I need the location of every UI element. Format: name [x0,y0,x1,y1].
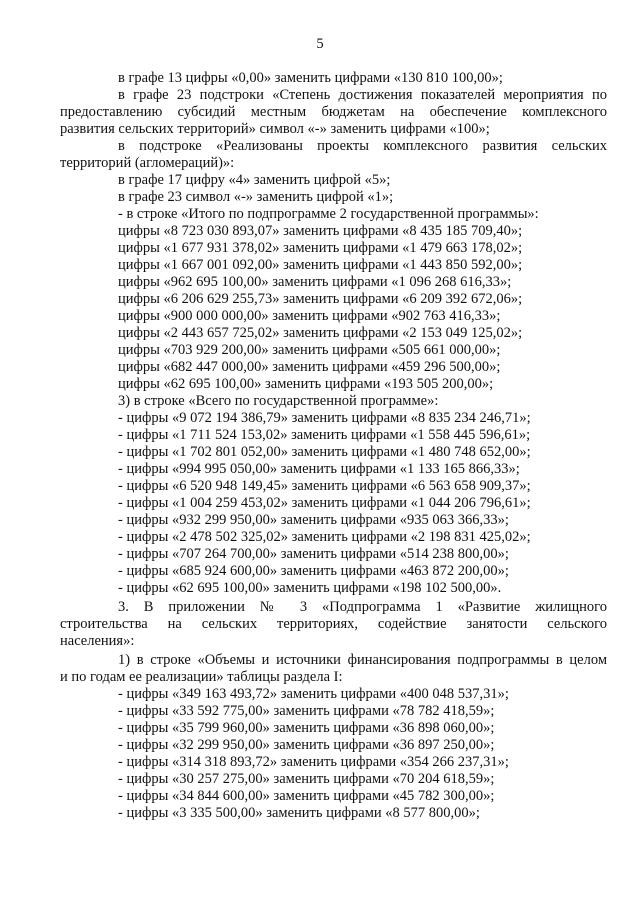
text-line: - цифры «30 257 275,00» заменить цифрами «70 204 618,59»; [118,771,495,787]
text-line: в графе 23 подстроки «Степень достижения показателей мероприятия по [118,87,607,103]
text-line: цифры «682 447 000,00» заменить цифрами «459 296 500,00»; [118,359,501,375]
text-line: цифры «8 723 030 893,07» заменить цифрами «8 435 185 709,40»; [118,223,523,239]
text-line: - цифры «707 264 700,00» заменить цифрами «514 238 800,00»; [118,546,509,562]
text-line: населения»: [60,633,135,649]
text-line: цифры «703 929 200,00» заменить цифрами «505 661 000,00»; [118,342,501,358]
text-line: цифры «1 667 001 092,00» заменить цифрами «1 443 850 592,00»; [118,257,523,273]
text-line: и по годам ее реализации» таблицы раздела I: [60,669,343,685]
text-line: - цифры «994 995 050,00» заменить цифрами «1 133 165 866,33»; [118,461,520,477]
text-line: - цифры «3 335 500,00» заменить цифрами «8 577 800,00»; [118,805,480,821]
text-line: в графе 13 цифры «0,00» заменить цифрами «130 810 100,00»; [118,70,503,86]
text-line: в графе 17 цифру «4» заменить цифрой «5»; [118,172,391,188]
text-line: - цифры «32 299 950,00» заменить цифрами «36 897 250,00»; [118,737,495,753]
text-line: цифры «1 677 931 378,02» заменить цифрами «1 479 663 178,02»; [118,240,523,256]
text-line: цифры «2 443 657 725,02» заменить цифрами «2 153 049 125,02»; [118,325,523,341]
text-line: 3. В приложении № 3 «Подпрограмма 1 «Развитие жилищного [118,599,607,615]
text-line: - цифры «35 799 960,00» заменить цифрами «36 898 060,00»; [118,720,495,736]
text-line: - цифры «62 695 100,00» заменить цифрами «198 102 500,00». [118,580,502,596]
text-line: цифры «6 206 629 255,73» заменить цифрами «6 209 392 672,06»; [118,291,523,307]
text-line: - цифры «9 072 194 386,79» заменить цифрами «8 835 234 246,71»; [118,410,531,426]
text-line: 1) в строке «Объемы и источники финансирования подпрограммы в целом [118,652,607,668]
text-line: - цифры «6 520 948 149,45» заменить цифрами «6 563 658 909,37»; [118,478,531,494]
text-line: - в строке «Итого по подпрограмме 2 государственной программы»: [118,206,539,222]
text-line: - цифры «685 924 600,00» заменить цифрами «463 872 200,00»; [118,563,509,579]
text-line: - цифры «932 299 950,00» заменить цифрами «935 063 366,33»; [118,512,509,528]
text-line: - цифры «2 478 502 325,02» заменить цифрами «2 198 831 425,02»; [118,529,531,545]
text-line: - цифры «1 004 259 453,02» заменить цифрами «1 044 206 796,61»; [118,495,531,511]
text-line: строительства на сельских территориях, содействие занятости сельского [60,616,607,632]
text-line: предоставлению субсидий местным бюджетам на обеспечение комплексного [60,104,607,120]
page-number: 5 [316,36,324,52]
text-line: цифры «962 695 100,00» заменить цифрами «1 096 268 616,33»; [118,274,512,290]
text-line: в графе 23 символ «-» заменить цифрой «1»; [118,189,394,205]
text-line: - цифры «34 844 600,00» заменить цифрами «45 782 300,00»; [118,788,495,804]
text-line: развития сельских территорий» символ «-» заменить цифрами «100»; [60,121,490,137]
text-line: 3) в строке «Всего по государственной программе»: [118,393,439,409]
text-line: - цифры «349 163 493,72» заменить цифрами «400 048 537,31»; [118,686,509,702]
text-line: - цифры «1 711 524 153,02» заменить цифрами «1 558 445 596,61»; [118,427,531,443]
text-line: цифры «62 695 100,00» заменить цифрами «193 505 200,00»; [118,376,494,392]
text-line: - цифры «33 592 775,00» заменить цифрами «78 782 418,59»; [118,703,495,719]
text-line: в подстроке «Реализованы проекты комплексного развития сельских [118,138,607,154]
text-line: территорий (агломераций)»: [60,155,235,171]
text-line: - цифры «1 702 801 052,00» заменить цифрами «1 480 748 652,00»; [118,444,531,460]
text-line: цифры «900 000 000,00» заменить цифрами «902 763 416,33»; [118,308,501,324]
text-line: - цифры «314 318 893,72» заменить цифрами «354 266 237,31»; [118,754,509,770]
